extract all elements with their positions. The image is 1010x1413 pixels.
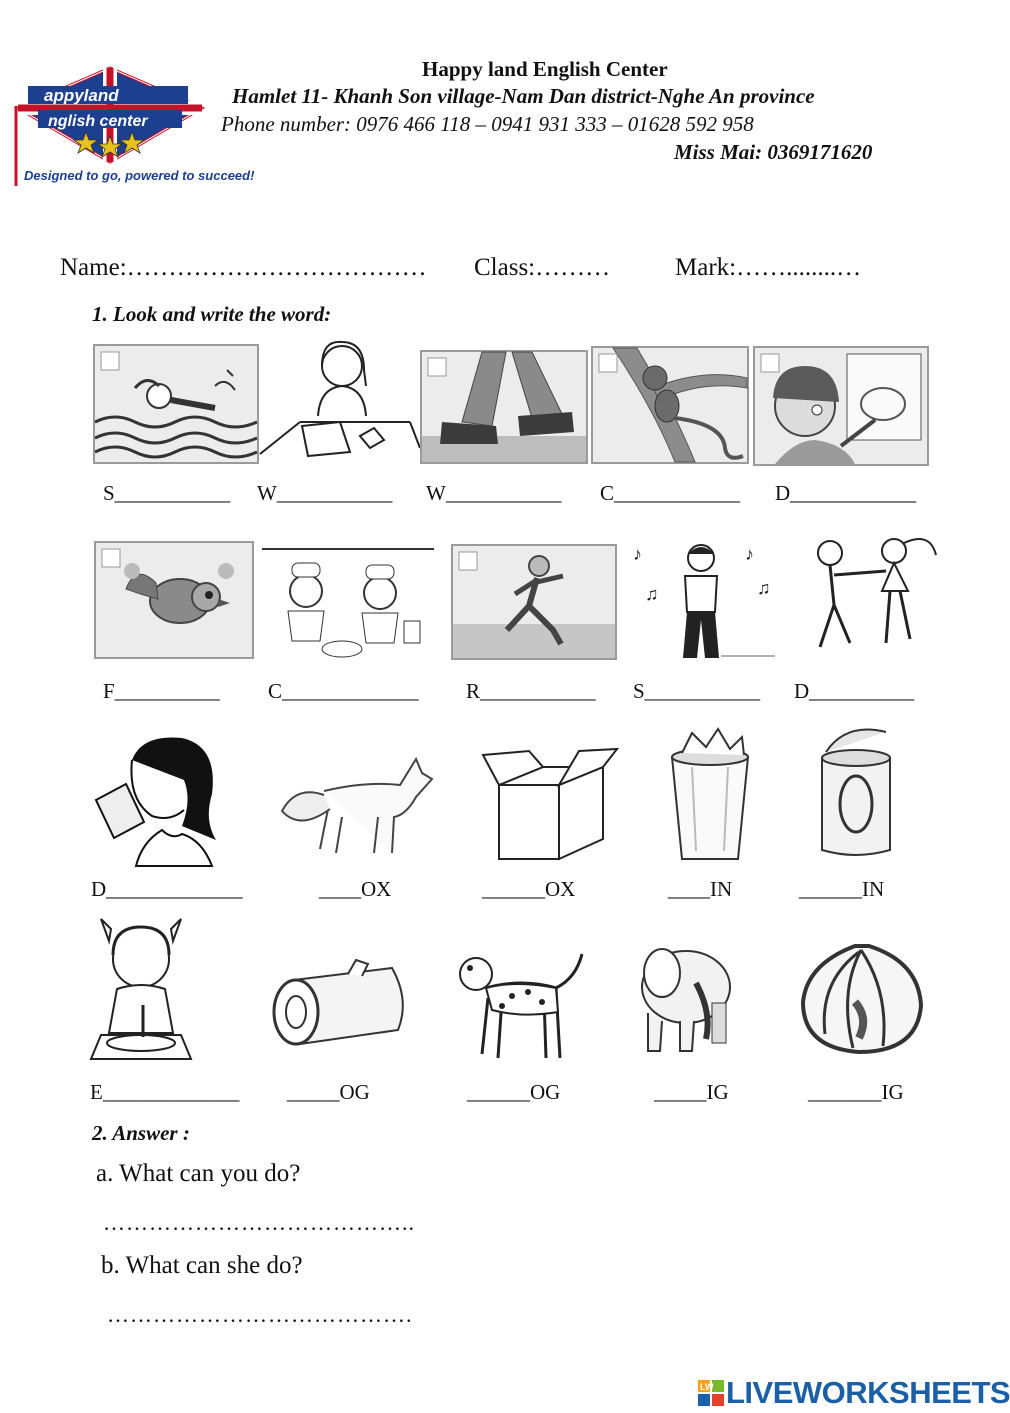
eating-icon: [89, 915, 193, 1065]
answer-blank[interactable]: S___________: [103, 481, 231, 505]
answer-blank[interactable]: ____IN: [668, 877, 733, 901]
watermark-badge-letters: LW: [700, 1382, 714, 1392]
answer-blank[interactable]: _____OG: [287, 1080, 370, 1104]
center-phone: Phone number: 0976 466 118 – 0941 931 333 – 01628 592 958: [221, 112, 754, 136]
answer-blank[interactable]: D_____________: [91, 877, 243, 901]
answer-blank[interactable]: _______IG: [808, 1080, 904, 1104]
answer-blank[interactable]: F__________: [103, 679, 220, 703]
tin-can-icon: [816, 722, 896, 862]
cooking-icon: [262, 541, 434, 661]
answer-blank[interactable]: _____IG: [654, 1080, 729, 1104]
answer-blank[interactable]: R___________: [466, 679, 596, 703]
question-a: a. What can you do?: [96, 1160, 301, 1187]
section2-title: 2. Answer :: [92, 1121, 190, 1145]
elephant-icon: [636, 933, 740, 1057]
answer-a-line[interactable]: …………………………………..: [103, 1210, 415, 1235]
answer-blank[interactable]: ____OX: [319, 877, 392, 901]
climbing-monkey-icon: [591, 346, 749, 464]
fox-icon: [276, 745, 436, 860]
answer-blank[interactable]: C____________: [600, 481, 741, 505]
watermark: LIVEWORKSHEETS: [726, 1375, 1010, 1410]
answer-blank[interactable]: ______OX: [482, 877, 576, 901]
svg-text:♫: ♫: [645, 584, 659, 604]
svg-text:♪: ♪: [745, 544, 754, 564]
teacher-contact: Miss Mai: 0369171620: [674, 140, 873, 164]
answer-blank[interactable]: C_____________: [268, 679, 419, 703]
bin-icon: [662, 727, 758, 863]
svg-text:♪: ♪: [633, 544, 642, 564]
center-logo: [14, 66, 255, 190]
writing-icon: [260, 336, 420, 464]
answer-blank[interactable]: D____________: [775, 481, 917, 505]
section1-title: 1. Look and write the word:: [92, 302, 332, 326]
svg-text:♫: ♫: [757, 578, 771, 598]
drawing-icon: [753, 346, 929, 466]
logo-line2: nglish center: [48, 113, 148, 130]
drinking-icon: [92, 730, 220, 866]
log-icon: [268, 960, 412, 1048]
logo-slogan: Designed to go, powered to succeed!: [24, 168, 255, 183]
fig-icon: [799, 942, 925, 1056]
center-address: Hamlet 11- Khanh Son village-Nam Dan district-Nghe An province: [232, 84, 815, 108]
center-name: Happy land English Center: [422, 57, 668, 81]
answer-blank[interactable]: S___________: [633, 679, 761, 703]
class-field[interactable]: Class:………: [474, 254, 611, 281]
answer-b-line[interactable]: ………………………………….: [107, 1302, 413, 1327]
walking-icon: [420, 350, 588, 464]
logo-line1: appyland: [44, 86, 119, 105]
mark-field[interactable]: Mark:……........…: [675, 254, 862, 281]
answer-blank[interactable]: E_____________: [90, 1080, 240, 1104]
name-field[interactable]: Name:………………………………: [60, 254, 427, 281]
flying-bird-icon: [94, 541, 254, 659]
box-icon: [479, 745, 619, 863]
answer-blank[interactable]: W___________: [257, 481, 393, 505]
answer-blank[interactable]: ______OG: [467, 1080, 561, 1104]
dancing-icon: [790, 531, 938, 655]
dog-icon: [452, 948, 586, 1066]
singing-icon: [625, 540, 777, 664]
swimming-icon: [93, 344, 259, 464]
answer-blank[interactable]: D__________: [794, 679, 915, 703]
running-icon: [451, 544, 617, 660]
answer-blank[interactable]: ______IN: [799, 877, 885, 901]
answer-blank[interactable]: W___________: [426, 481, 562, 505]
question-b: b. What can she do?: [101, 1252, 303, 1279]
liveworksheets-logo-icon: [698, 1380, 724, 1406]
